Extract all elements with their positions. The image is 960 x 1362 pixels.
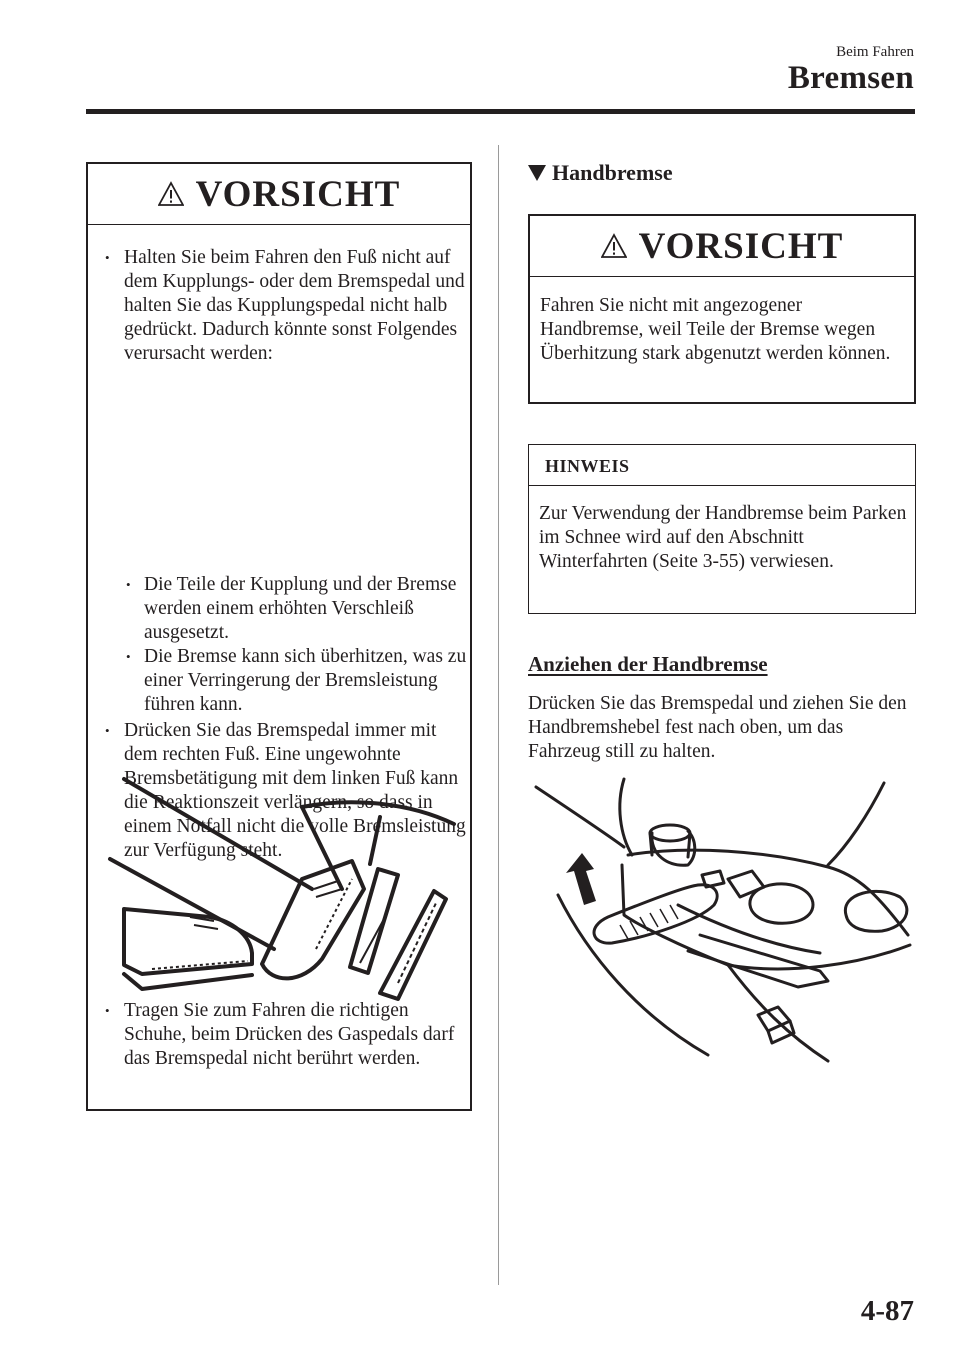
page-title: Bremsen — [787, 60, 914, 96]
caution-title: VORSICHT — [638, 225, 844, 267]
caution-sub-bullet: • Die Bremse kann sich überhitzen, was zu einer Verringerung der Bremsleistung führen kann. — [88, 645, 468, 717]
warning-triangle-icon — [158, 181, 184, 207]
pedal-foot-illustration — [102, 769, 462, 1009]
column-divider — [498, 145, 499, 1285]
warning-triangle-icon — [601, 233, 627, 259]
apply-handbrake-text: Drücken Sie das Bremspedal und ziehen Sie den Handbremshebel fest nach oben, um das Fahrzeug still zu halten. — [528, 693, 907, 762]
caution-bullet: • Halten Sie beim Fahren den Fuß nicht auf dem Kupplungs- oder dem Bremspedal und halten Sie das Kupplungspedal nicht halb gedrückt. Dadurch könnte sonst Folgendes verursacht werden: — [88, 246, 468, 366]
caution-title: VORSICHT — [195, 173, 401, 215]
caution-box-handbrake — [528, 214, 916, 404]
handbrake-section-heading — [528, 160, 673, 186]
down-triangle-icon — [528, 165, 546, 181]
note-box — [528, 444, 916, 614]
caution-header — [530, 216, 914, 277]
apply-handbrake-heading: Anziehen der Handbremse — [528, 652, 768, 676]
caution-header — [88, 164, 470, 225]
caution-bullet: • Drücken Sie das Bremspedal immer mit dem rechten Fuß. Eine ungewohnte Bremsbetätigung mit dem linken Fuß kann die Reaktionszeit verlängern, so dass in einem Notfall nicht die volle Bremsleistung zur Verfügung steht. — [88, 719, 468, 863]
note-text: Zur Verwendung der Handbremse beim Parken im Schnee wird auf den Abschnitt Winterfahrten (Seite 3-55) verwiesen. — [539, 503, 907, 572]
header-section-label: Beim Fahren — [836, 44, 914, 60]
page-number: 4-87 — [860, 1295, 914, 1327]
caution-sub-bullet: • Die Teile der Kupplung und der Bremse werden einem erhöhten Verschleiß ausgesetzt. — [88, 573, 468, 645]
caution-box-pedals — [86, 162, 472, 1111]
handbrake-heading-text: Handbremse — [552, 160, 673, 185]
handbrake-lever-illustration — [528, 775, 918, 1065]
caution-text: Fahren Sie nicht mit angezogener Handbremse, weil Teile der Bremse wegen Überhitzung stark abgenutzt werden können. — [540, 295, 891, 364]
caution-bullets-3 — [88, 999, 468, 1071]
caution-sub-bullets — [88, 573, 468, 717]
note-title: HINWEIS — [529, 445, 915, 486]
caution-bullet: • Tragen Sie zum Fahren die richtigen Schuhe, beim Drücken des Gaspedals darf das Bremspedal nicht berührt werden. — [88, 999, 468, 1071]
header-rule — [86, 109, 915, 114]
caution-bullets-1 — [88, 246, 468, 366]
